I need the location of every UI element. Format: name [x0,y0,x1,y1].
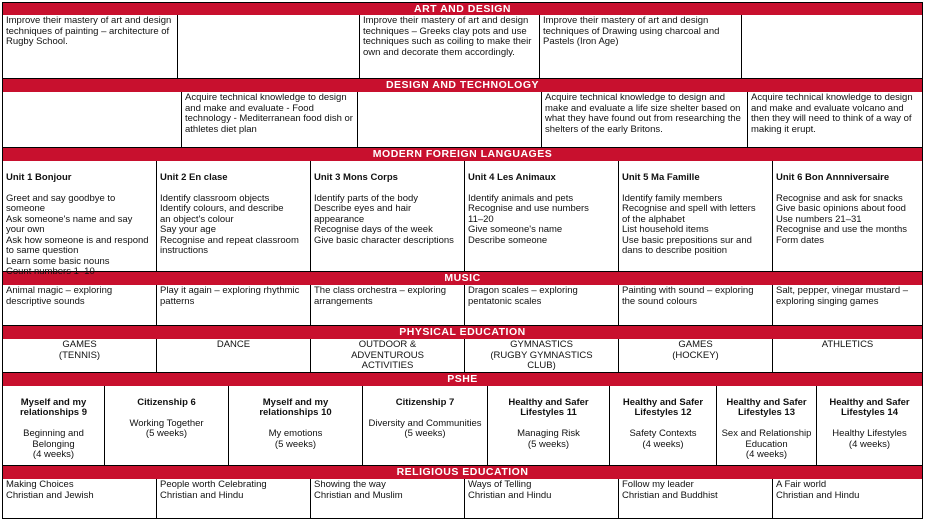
pe-cell: DANCE [157,339,311,372]
pshe-unit-body: Beginning and Belonging (4 weeks) [23,428,84,460]
mfl-unit [3,161,157,277]
mfl-unit [157,161,311,271]
music-cell: Play it again – exploring rhythmic patterns [157,285,311,325]
mfl-unit-body: Identify animals and pets Recognise and use numbers 11–20 Give someone's name Describe someone [468,192,589,246]
re-heading: RELIGIOUS EDUCATION [2,466,923,479]
dt-row [2,92,923,148]
mfl-unit-title: Unit 4 Les Animaux [468,171,556,183]
mfl-unit [465,161,619,271]
pshe-unit [610,386,717,465]
mfl-unit-body: Recognise and ask for snacks Give basic opinions about food Use numbers 21–31 Recognise and use the months Form dates [776,192,907,246]
pshe-unit-title: Citizenship 7 [395,396,455,408]
dt-heading: DESIGN AND TECHNOLOGY [2,79,923,92]
pshe-unit [229,386,363,465]
music-cell: Dragon scales – exploring pentatonic scales [465,285,619,325]
re-cell: People worth Celebrating Christian and Hindu [157,479,311,518]
mfl-unit [311,161,465,271]
mfl-row [2,161,923,277]
pshe-unit-body: Safety Contexts (4 weeks) [629,428,697,450]
art-cell: Improve their mastery of art and design techniques – Greeks clay pots and use techniques such as coiling to make their own and decorate them accordingly. [360,15,540,78]
pshe-unit-title: Healthy and Safer Lifestyles 13 [726,396,807,418]
pshe-unit [817,386,922,465]
dt-cell: Acquire technical knowledge to design and make and evaluate a life size shelter based on what they have found out from researching the shelters of the early Britons. [542,92,748,147]
art-cell [178,15,360,78]
art-cell: Improve their mastery of art and design techniques of Drawing using charcoal and Pastels (Iron Age) [540,15,742,78]
pshe-unit-title: Myself and my relationships 9 [19,396,88,418]
mfl-unit-body: Identify classroom objects Identify colours, and describe an object's colour Say your age Recognise and repeat classroom instructions [160,192,299,256]
pshe-unit-body: My emotions (5 weeks) [268,428,323,450]
mfl-unit-body: Identify parts of the body Describe eyes and hair appearance Recognise days of the week Give basic character descriptions [314,192,454,246]
pshe-unit-title: Citizenship 6 [137,396,196,408]
pshe-unit [3,386,105,465]
mfl-unit-title: Unit 5 Ma Famille [622,171,700,183]
re-cell: Making Choices Christian and Jewish [3,479,157,518]
pe-cell: GAMES (TENNIS) [3,339,157,372]
pshe-unit-body: Healthy Lifestyles (4 weeks) [832,428,907,450]
mfl-unit-title: Unit 1 Bonjour [6,171,72,183]
mfl-unit-body: Greet and say goodbye to someone Ask someone's name and say your own Ask how someone is and respond to same question Learn some basic nouns Count numbers 1–10 [6,192,149,277]
pshe-unit-title: Myself and my relationships 10 [259,396,332,418]
mfl-unit-title: Unit 2 En clase [160,171,228,183]
pshe-unit-title: Healthy and Safer Lifestyles 11 [508,396,589,418]
pshe-unit-title: Healthy and Safer Lifestyles 12 [622,396,704,418]
music-cell: The class orchestra – exploring arrangements [311,285,465,325]
curriculum-table [2,2,923,519]
art-row [2,15,923,79]
dt-cell [3,92,182,147]
re-cell: Showing the way Christian and Muslim [311,479,465,518]
music-cell: Salt, pepper, vinegar mustard – exploring singing games [776,285,909,307]
mfl-unit [773,161,922,271]
music-row [2,285,923,326]
pe-cell: GAMES (HOCKEY) [619,339,773,372]
re-cell: Follow my leader Christian and Buddhist [619,479,773,518]
music-cell: Animal magic – exploring descriptive sounds [3,285,157,325]
music-heading: MUSIC [2,272,923,285]
pe-row [2,339,923,373]
re-row [2,479,923,519]
pshe-heading: PSHE [2,373,923,386]
re-cell: A Fair world Christian and Hindu [776,479,860,501]
pshe-unit-title: Healthy and Safer Lifestyles 14 [829,396,910,418]
pe-cell: GYMNASTICS (RUGBY GYMNASTICS CLUB) [465,339,619,372]
dt-cell: Acquire technical knowledge to design and make and evaluate - Food technology - Mediterranean food dish or athletes diet plan [182,92,358,147]
mfl-unit-body: Identify family members Recognise and spell with letters of the alphabet List household items Use basic prepositions sur and dans to describe position [622,192,756,256]
pshe-unit [363,386,488,465]
pshe-unit-body: Sex and Relationship Education (4 weeks) [721,428,812,460]
art-heading: ART AND DESIGN [2,2,923,15]
mfl-heading: MODERN FOREIGN LANGUAGES [2,148,923,161]
mfl-unit-title: Unit 3 Mons Corps [314,171,398,183]
pshe-unit [105,386,229,465]
re-cell: Ways of Telling Christian and Hindu [465,479,619,518]
pshe-row [2,386,923,466]
art-cell [742,15,922,78]
pe-cell: ATHLETICS [821,339,874,350]
pshe-unit-body: Working Together (5 weeks) [129,417,204,439]
music-cell: Painting with sound – exploring the sound colours [619,285,773,325]
pe-heading: PHYSICAL EDUCATION [2,326,923,339]
pshe-unit-body: Managing Risk (5 weeks) [517,428,580,450]
mfl-unit [619,161,773,271]
pe-cell: OUTDOOR & ADVENTUROUS ACTIVITIES [311,339,465,372]
pshe-unit-body: Diversity and Communities (5 weeks) [368,417,482,439]
pshe-unit [717,386,817,465]
art-cell: Improve their mastery of art and design techniques of painting – architecture of Rugby School. [3,15,178,78]
pshe-unit [488,386,610,465]
dt-cell [358,92,542,147]
dt-cell: Acquire technical knowledge to design and make and evaluate volcano and then they will need to think of a way of making it erupt. [751,92,913,135]
mfl-unit-title: Unit 6 Bon Annniversaire [776,171,890,183]
